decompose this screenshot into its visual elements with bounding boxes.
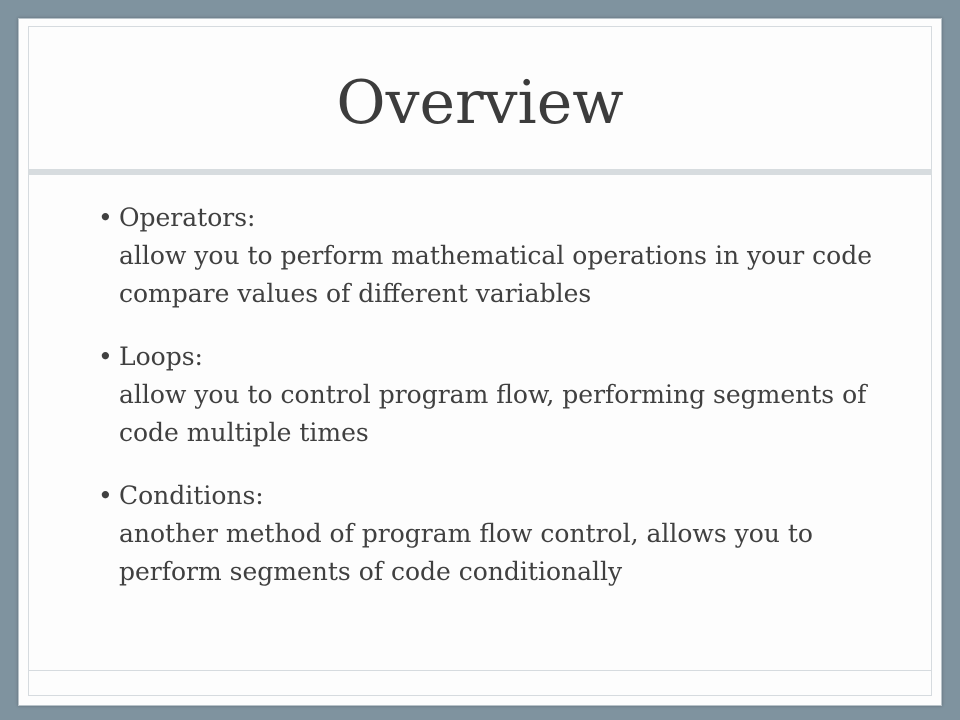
bottom-divider xyxy=(28,670,932,671)
bullet-description: compare values of different variables xyxy=(119,279,592,308)
bullet-list xyxy=(98,199,878,616)
title-divider xyxy=(28,169,932,175)
bullet-marker: • xyxy=(98,481,113,510)
bullet-item-loops xyxy=(98,338,878,452)
bullet-description: allow you to perform mathematical operations in your code xyxy=(119,241,873,270)
bullet-description: allow you to control program flow, performing segments of code multiple times xyxy=(119,380,867,447)
bullet-heading: Loops: xyxy=(119,342,203,371)
slide-title: Overview xyxy=(336,68,624,138)
bullet-heading: Conditions: xyxy=(119,481,264,510)
bullet-marker: • xyxy=(98,203,113,232)
slide xyxy=(18,18,942,706)
bullet-item-conditions xyxy=(98,477,878,591)
bullet-item-operators xyxy=(98,199,878,313)
bullet-description: another method of program flow control, allows you to perform segments of code conditionally xyxy=(119,519,813,586)
bullet-marker: • xyxy=(98,342,113,371)
bullet-heading: Operators: xyxy=(119,203,256,232)
